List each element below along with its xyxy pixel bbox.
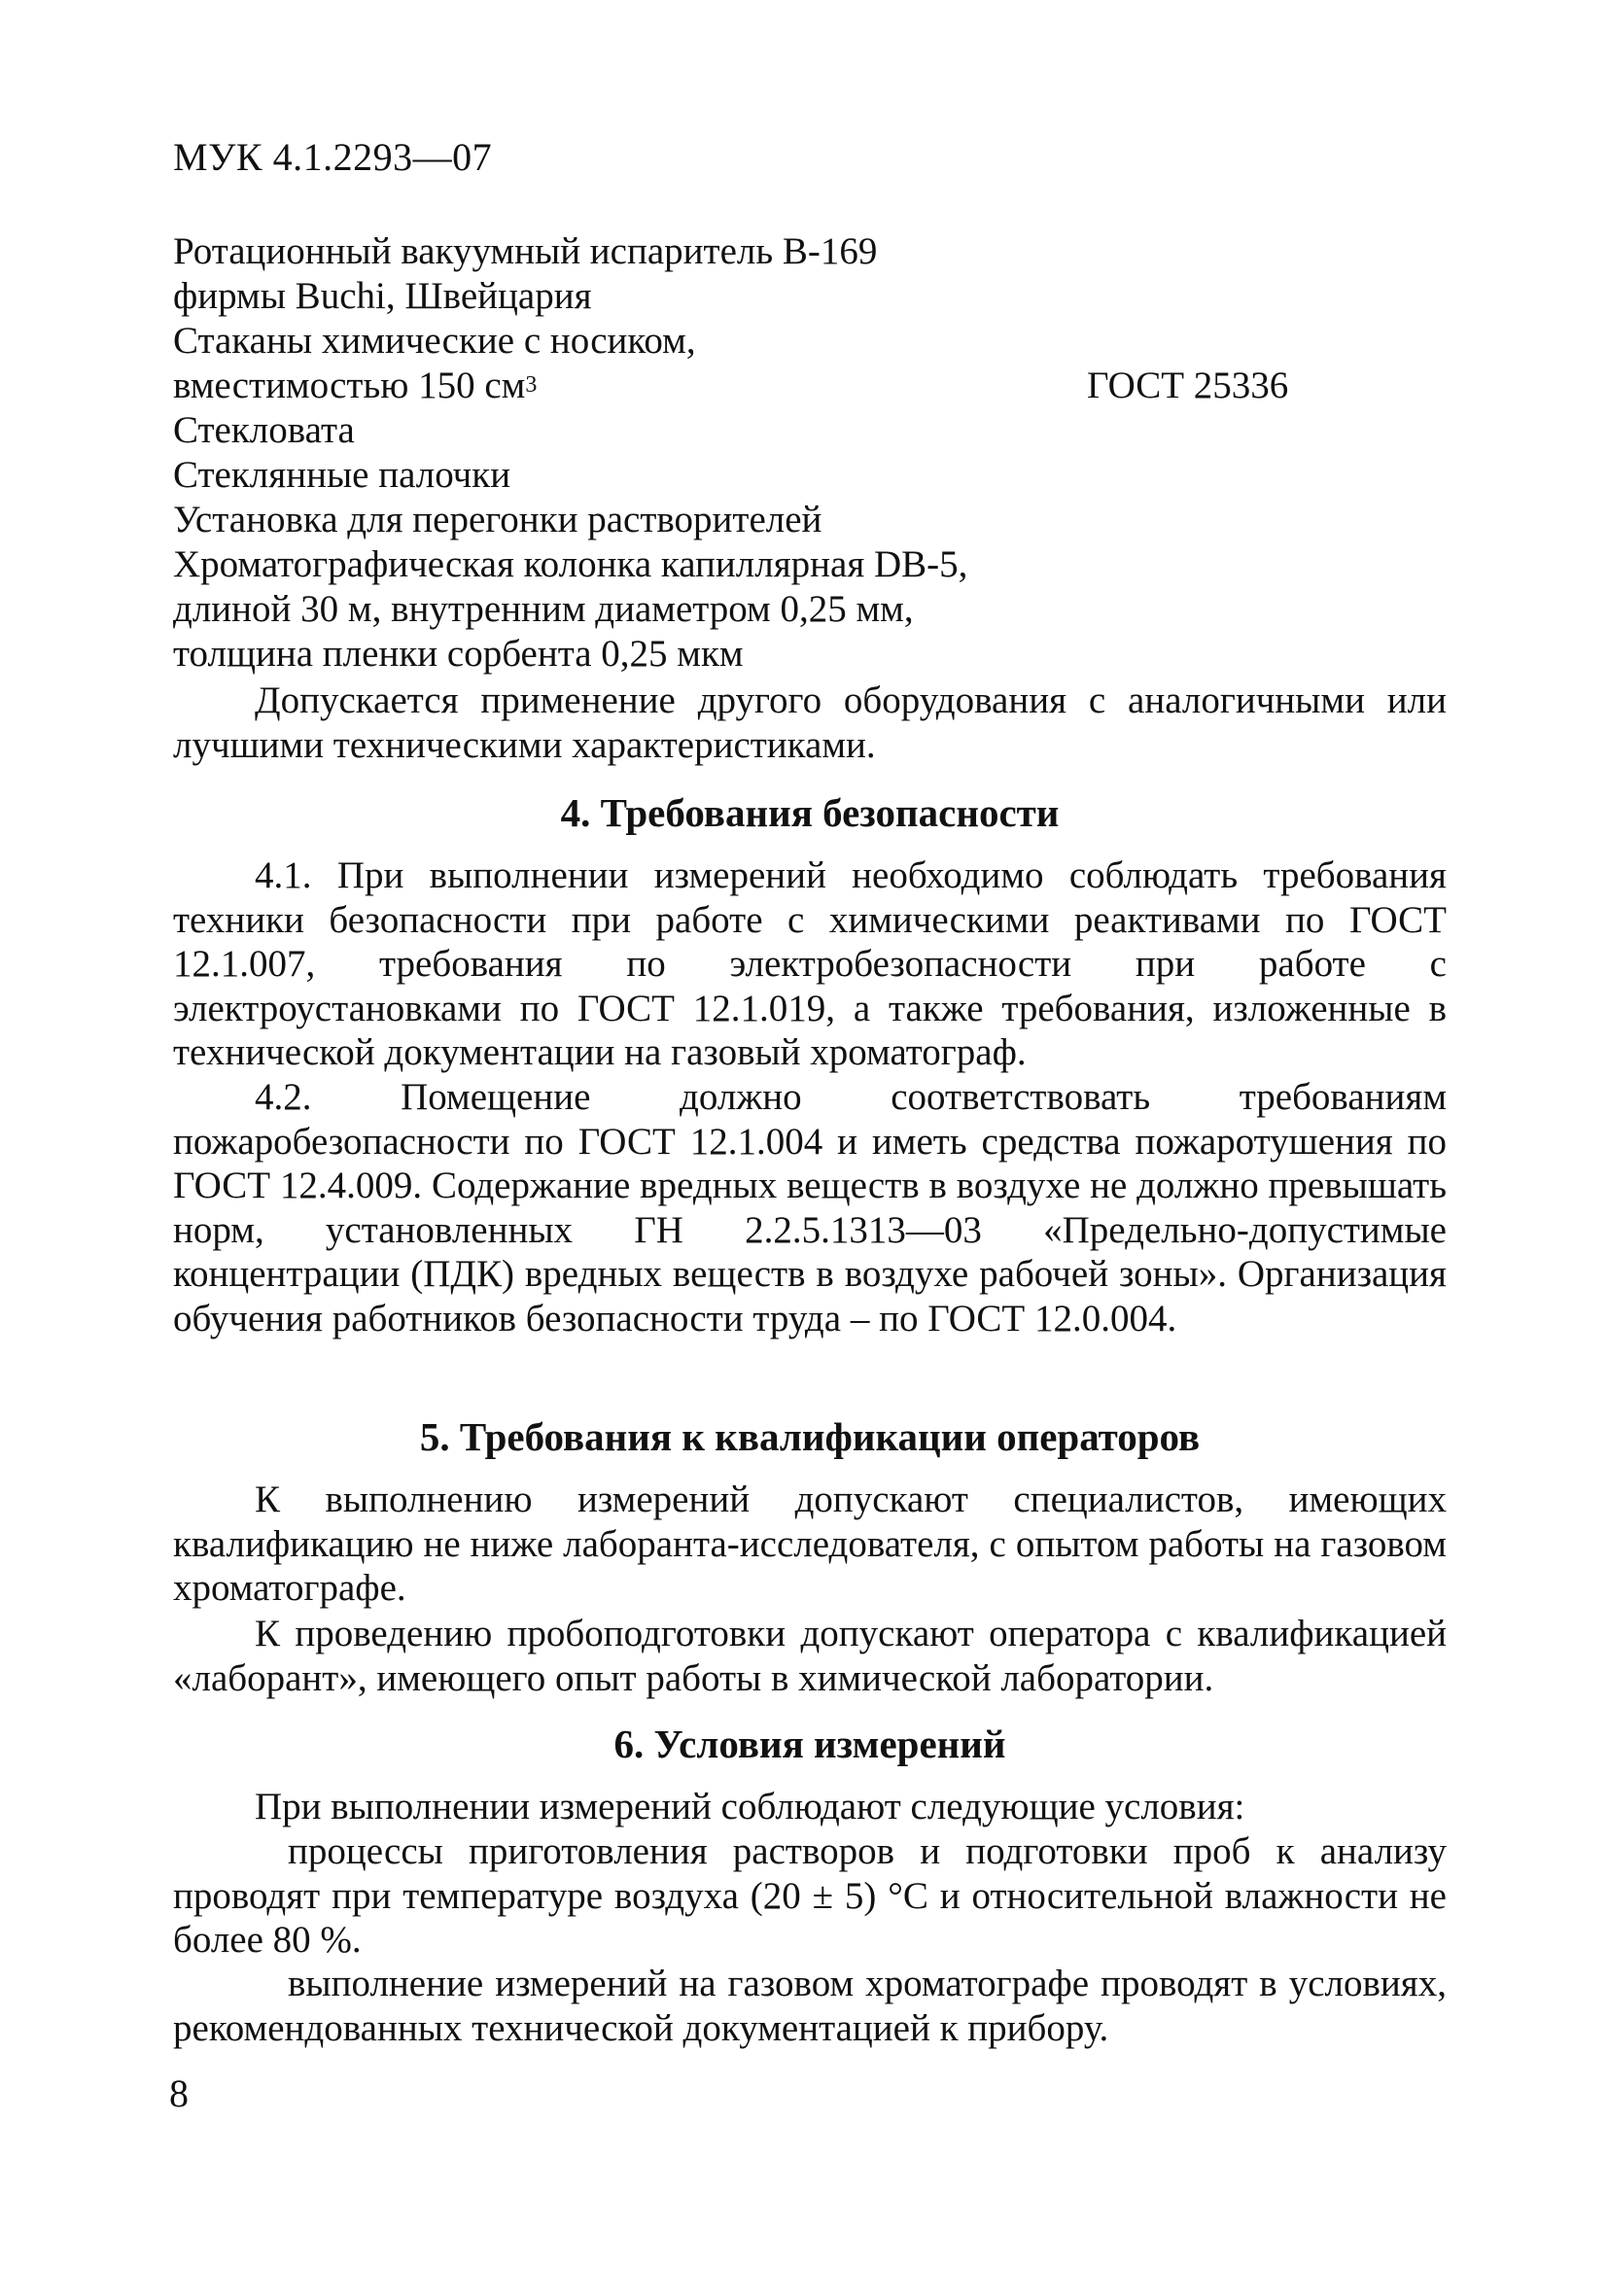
equipment-standard: ГОСТ 25336 xyxy=(1087,365,1289,406)
equipment-item: Установка для перегонки растворителей xyxy=(173,499,822,540)
equipment-line xyxy=(173,229,1447,274)
section-6-condition-2: выполнение измерений на газовом хроматографе проводят в условиях, рекомендованных технической документацией к прибору. xyxy=(173,1963,1447,2049)
equipment-line xyxy=(173,364,1447,408)
section-4-title: 4. Требования безопасности xyxy=(560,790,1060,835)
equipment-item: Стеклянные палочки xyxy=(173,454,511,496)
equipment-line xyxy=(173,542,1447,587)
equipment-line xyxy=(173,274,1447,319)
section-4-paragraph-1: 4.1. При выполнении измерений необходимо соблюдать требования техники безопасности при работе с химическими реактивами по ГОСТ 12.1.007, требования по электробезопасности при работе с электроустановками по ГОСТ 12.1.019, а также требования, изложенные в технической документации на газовый хроматограф. xyxy=(173,854,1447,1073)
section-6-title: 6. Условия измерений xyxy=(613,1722,1006,1766)
equipment-item: Стаканы химические с носиком, xyxy=(173,320,696,362)
equipment-line xyxy=(173,453,1447,498)
page-number: 8 xyxy=(169,2071,189,2115)
section-6-intro: При выполнении измерений соблюдают следующие условия: xyxy=(255,1786,1245,1827)
equipment-item: фирмы Buchi, Швейцария xyxy=(173,275,592,317)
equipment-item: Ротационный вакуумный испаритель В-169 xyxy=(173,230,878,272)
section-4-paragraph-2: 4.2. Помещение должно соответствовать требованиям пожаробезопасности по ГОСТ 12.1.004 и иметь средства пожаротушения по ГОСТ 12.4.009. Содержание вредных веществ в воздухе не должно превышать норм, установленных ГН 2.2.5.1313—03 «Предельно-допустимые концентрации (ПДК) вредных веществ в воздухе рабочей зоны». Организация обучения работников безопасности труда – по ГОСТ 12.0.004. xyxy=(173,1076,1447,1339)
equipment-item: длиной 30 м, внутренним диаметром 0,25 мм, xyxy=(173,588,914,630)
equipment-line xyxy=(173,408,1447,453)
superscript: 3 xyxy=(525,372,538,398)
equipment-line xyxy=(173,632,1447,677)
equipment-item: Хроматографическая колонка капиллярная DB-5, xyxy=(173,543,968,585)
equipment-line xyxy=(173,319,1447,364)
equipment-item: толщина пленки сорбента 0,25 мкм xyxy=(173,633,744,675)
equipment-item: Стекловата xyxy=(173,409,355,451)
section-5-title: 5. Требования к квалификации операторов xyxy=(419,1414,1201,1459)
section-5-paragraph-2: К проведению пробоподготовки допускают оператора с квалификацией «лаборант», имеющего опыт работы в химической лаборатории. xyxy=(173,1613,1447,1699)
equipment-note: Допускается применение другого оборудования с аналогичными или лучшими техническими характеристиками. xyxy=(173,679,1447,766)
equipment-line xyxy=(173,498,1447,542)
equipment-list xyxy=(173,229,1447,677)
section-5-paragraph-1: К выполнению измерений допускают специалистов, имеющих квалификацию не ниже лаборанта-исследователя, с опытом работы на газовом хроматографе. xyxy=(173,1478,1447,1609)
equipment-line xyxy=(173,587,1447,632)
equipment-item: вместимостью 150 см xyxy=(173,365,526,406)
document-code-header: МУК 4.1.2293—07 xyxy=(173,135,493,179)
section-6-condition-1: процессы приготовления растворов и подготовки проб к анализу проводят при температуре воздуха (20 ± 5) °С и относительной влажности не более 80 %. xyxy=(173,1830,1447,1961)
